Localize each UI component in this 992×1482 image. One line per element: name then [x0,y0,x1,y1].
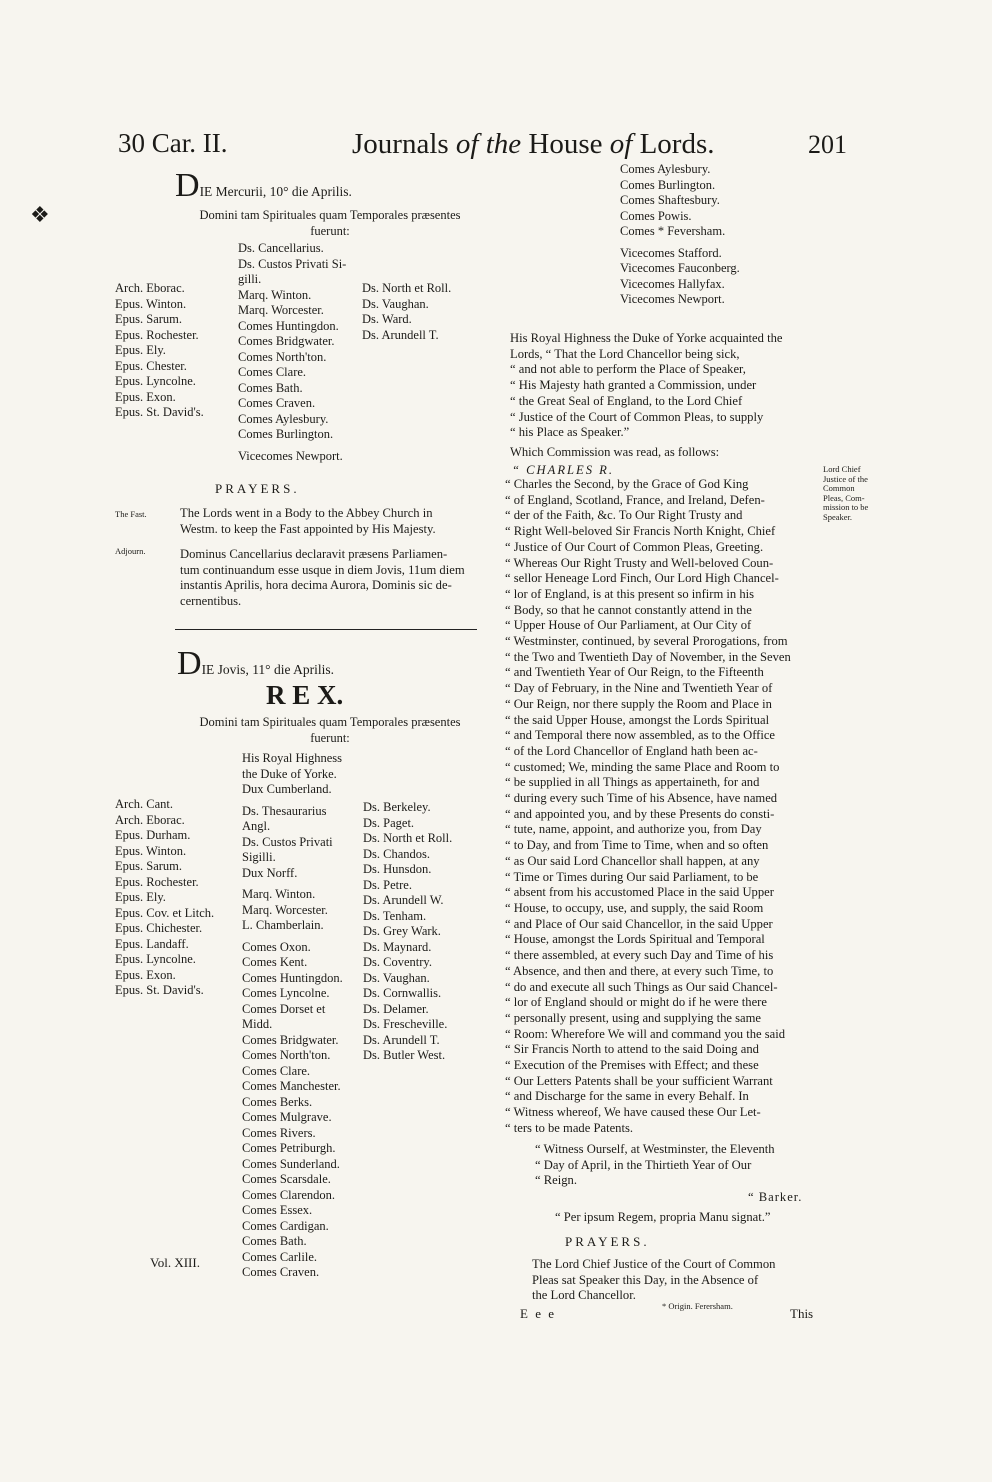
list-item: Ds. Arundell T. [363,1032,440,1047]
temporal-lords-list [242,751,343,1281]
list-item: Comes Shaftesbury. [620,193,720,207]
list-item: Epus. Sarum. [115,859,183,873]
list-item: “ Sir Francis North to attend to the said Doing and [505,1042,759,1057]
list-item: Vicecomes Hallyfax. [620,276,725,291]
list-item: Pleas sat Speaker this Day, in the Absence of [532,1272,759,1287]
list-item: “ be supplied in all Things as appertaineth, for and [505,775,760,790]
list-item: the Duke of Yorke. [242,766,337,781]
title-word: Lords. [639,128,715,160]
page-header [0,128,992,168]
list-item: Comes North'ton. [238,349,327,364]
list-item: Ds. Chandos. [363,846,431,861]
list-item: Comes Oxon. [242,939,311,954]
list-item: “ His Majesty hath granted a Commission, under [510,378,757,393]
list-item: His Royal Highness the Duke of Yorke acquainted the [510,331,783,345]
barons-list [362,281,451,343]
list-item: “ Whereas Our Right Trusty and Well-beloved Coun- [505,555,774,570]
list-item: “ the Two and Twentieth Day of November, in the Seven [505,649,791,664]
bishops-list [115,797,214,999]
list-item: Ds. Custos Privati Si- [238,256,347,271]
list-item: Epus. Lyncolne. [115,952,196,966]
text-line: Westm. to keep the Fast appointed by His Majesty. [180,521,436,536]
footnote: * Origin. Ferersham. [662,1301,733,1311]
list-item: Ds. Maynard. [363,939,432,954]
list-item: “ personally present, using and supplying the same [505,1010,762,1025]
list-item: Comes Rivers. [242,1125,316,1140]
list-item: cernentibus. [180,594,242,609]
running-title [352,128,715,161]
list-item: Dux Norff. [242,865,298,880]
list-item: Comes Dorset et [242,1001,326,1016]
list-item: “ of England, Scotland, France, and Ireland, Defen- [505,492,765,507]
list-item: “ Time or Times during Our said Parliament, to be [505,869,759,884]
list-item: Epus. Cov. et Litch. [115,905,215,920]
list-item: “ as Our said Lord Chancellor shall happen, at any [505,853,760,868]
which-commission-line: Which Commission was read, as follows: [510,445,720,459]
list-item: Midd. [242,1017,273,1031]
list-item: “ the said Upper House, amongst the Lords Spiritual [505,712,770,727]
list-item: Angl. [242,819,271,833]
list-item: Lords, “ That the Lord Chancellor being sick, [510,346,740,361]
witness-clause [535,1142,775,1189]
list-item: Common [823,483,855,493]
list-item: “ Day of April, in the Thirtieth Year of Our [535,1157,752,1172]
barons-list [363,800,452,1064]
list-item: Ds. Frescheville. [363,1017,448,1031]
prayers-heading: PRAYERS. [215,481,300,496]
list-item: Marq. Worcester. [242,902,328,917]
list-item: Vicecomes Newport. [620,292,725,306]
list-item: Epus. Winton. [115,843,187,858]
list-item: Comes Kent. [242,955,308,969]
list-item: “ Justice of Our Court of Common Pleas, Greeting. [505,539,764,554]
list-item: Comes Essex. [242,1203,313,1217]
list-item: Ds. Hunsdon. [363,862,432,876]
list-item: Lord Chief [823,464,861,474]
list-item: mission to be [823,502,869,512]
list-item: “ der of the Faith, &c. To Our Right Trusty and [505,508,743,523]
list-item: Comes Bath. [242,1234,307,1248]
list-item: “ and not able to perform the Place of Speaker, [510,362,746,377]
adjourn-paragraph [180,547,490,610]
present-line: Domini tam Spirituales quam Temporales præsentes [199,208,461,222]
present-line: Domini tam Spirituales quam Temporales præsentes [199,715,461,729]
list-item: Epus. Exon. [115,389,176,404]
list-item: Comes Craven. [238,396,316,410]
list-item: the Lord Chancellor. [532,1288,636,1303]
list-item: Ds. Petre. [363,877,412,892]
list-item: “ and Twentieth Year of Our Reign, to the Fifteenth [505,665,764,680]
list-item: “ Absence, and then and there, at every such Time, to [505,963,774,978]
list-item: Vicecomes Stafford. [620,245,722,260]
list-item: Arch. Eborac. [115,281,185,295]
lords-continued-list [620,162,740,308]
list-item: Comes * Feversham. [620,224,726,238]
list-item: Speaker. [823,511,853,522]
list-item: Comes Clarendon. [242,1187,336,1202]
list-item: “ there assembled, at every such Day and Time of his [505,948,774,963]
present-heading [175,208,485,239]
speaker-paragraph [532,1257,832,1304]
list-item: Ds. Vaughan. [363,970,430,985]
list-item: Epus. Rochester. [115,874,199,889]
list-item: Comes Bridgwater. [238,334,335,348]
list-item: tum continuandum esse usque in diem Jovis, 11um diem [180,562,465,577]
list-item: Comes Lyncolne. [242,986,330,1000]
day-heading-text: IE Mercurii, 10° die Aprilis. [199,184,352,199]
list-item: Comes Petriburgh. [242,1141,336,1155]
title-word: House [528,128,603,160]
list-item: Ds. Ward. [362,312,412,326]
list-item: “ Body, so that he cannot constantly attend in the [505,602,752,617]
list-item: Epus. Sarum. [115,312,183,326]
list-item: “ sellor Heneage Lord Finch, Our Lord High Chancel- [505,571,779,586]
list-item: Comes Cardigan. [242,1218,329,1233]
bishops-list [115,281,204,421]
list-item: Comes Burlington. [620,177,716,192]
list-item: Comes Carlile. [242,1249,317,1264]
list-item: Ds. Custos Privati [242,834,333,849]
list-item: Ds. Delamer. [363,1001,429,1016]
page-number: 201 [808,130,847,159]
list-item: “ and Place of Our said Chancellor, in the said Upper [505,916,773,931]
list-item: “ Justice of the Court of Common Pleas, to supply [510,409,764,424]
list-item: Comes Aylesbury. [620,162,711,176]
list-item: “ Execution of the Premises with Effect; and these [505,1058,759,1073]
list-item: “ Our Letters Patents shall be your sufficient Warrant [505,1073,773,1088]
drop-cap: D [177,645,202,682]
margin-note-commission [823,465,893,522]
list-item: Epus. Winton. [115,296,187,311]
list-item: Vicecomes Newport. [238,448,343,463]
list-item: “ customed; We, minding the same Place and Room to [505,759,780,774]
list-item: Epus. St. David's. [115,405,204,419]
list-item: “ House, amongst the Lords Spiritual and Temporal [505,932,765,947]
list-item: Sigilli. [242,850,276,864]
margin-note-fast: The Fast. [115,509,147,519]
list-item: Comes Bath. [238,380,303,395]
list-item: “ Day of February, in the Nine and Twentieth Year of [505,681,773,696]
list-item: “ of the Lord Chancellor of England hath been ac- [505,743,758,758]
text-line: The Lords went in a Body to the Abbey Church in [180,506,433,520]
list-item: Ds. Grey Wark. [363,924,441,938]
list-item: “ ters to be made Patents. [505,1120,633,1135]
present-line: fuerunt: [310,730,350,745]
list-item: “ to Day, and from Time to Time, when and so often [505,838,769,853]
list-item: “ the Great Seal of England, to the Lord Chief [510,393,743,408]
list-item: Ds. Cornwallis. [363,986,442,1000]
list-item: “ do and execute all such Things as Our said Chancel- [505,979,778,994]
list-item: “ lor of England should or might do if he were there [505,995,767,1010]
title-word: the [485,128,522,160]
list-item: Dux Cumberland. [242,782,332,796]
list-item: Epus. St. David's. [115,983,204,997]
list-item: Epus. Chester. [115,358,187,373]
list-item: instantis Aprilis, hora decima Aurora, Dominis sic de- [180,578,452,593]
margin-note-adjourn: Adjourn. [115,546,146,556]
list-item: “ House, to occupy, use, and supply, the said Room [505,900,764,915]
list-item: “ and Temporal there now assembled, as to the Office [505,728,776,743]
list-item: “ his Place as Speaker.” [510,425,630,440]
title-word: Journals [352,128,449,160]
list-item: Comes Huntingdon. [242,970,343,985]
charles-r: “ CHARLES R. [512,463,615,477]
list-item: Ds. Berkeley. [363,800,431,814]
list-item: Comes Mulgrave. [242,1110,332,1124]
list-item: Epus. Landaff. [115,936,189,951]
duke-announcement [510,331,810,441]
list-item: “ lor of England, is at this present so infirm in his [505,586,755,601]
list-item: Epus. Ely. [115,890,166,904]
list-item: Ds. Paget. [363,815,415,830]
present-heading [175,715,485,746]
per-ipsum-line: “ Per ipsum Regem, propria Manu signat.” [555,1210,771,1224]
barker-signature: “ Barker. [748,1190,803,1204]
list-item: Comes Burlington. [238,427,334,441]
day1-heading [175,167,352,204]
list-item: Ds. North et Roll. [362,281,452,295]
list-item: “ Witness Ourself, at Westminster, the Eleventh [535,1142,775,1156]
prayers-heading: PRAYERS. [565,1234,650,1249]
list-item: L. Chamberlain. [242,918,324,932]
list-item: Comes Clare. [242,1063,311,1078]
list-item: “ Room: Wherefore We will and command you the said [505,1026,786,1041]
list-item: “ Our Reign, nor there supply the Room and Place in [505,696,772,711]
temporal-lords-list [238,241,346,464]
list-item: Ds. Butler West. [363,1048,446,1062]
present-line: fuerunt: [310,223,350,238]
list-item: Comes Clare. [238,365,307,379]
list-item: Comes Huntingdon. [238,318,339,333]
list-item: “ and appointed you, and by these Presents do consti- [505,806,775,821]
list-item: Epus. Lyncolne. [115,374,196,388]
list-item: Vicecomes Fauconberg. [620,261,740,275]
drop-cap: D [175,167,200,204]
list-item: Marq. Winton. [242,887,316,901]
list-item: “ Right Well-beloved Sir Francis North Knight, Chief [505,524,776,539]
list-item: Marq. Worcester. [238,303,324,317]
list-item: “ Upper House of Our Parliament, at Our City of [505,618,752,633]
fast-paragraph [180,506,490,537]
list-item: “ and Discharge for the same in every Behalf. In [505,1089,749,1104]
catchword: This [790,1306,814,1321]
list-item: “ Charles the Second, by the Grace of God King [505,477,749,491]
list-item: Comes Scarsdale. [242,1172,331,1186]
list-item: “ absent from his accustomed Place in the said Upper [505,885,774,900]
list-item: Comes Sunderland. [242,1156,340,1171]
list-item: Comes Manchester. [242,1079,341,1093]
title-word: of [455,128,479,160]
rex-heading: R E X. [266,680,344,710]
list-item: Marq. Winton. [238,287,312,302]
list-item: Epus. Rochester. [115,327,199,342]
margin-mark-icon: ❖ [30,202,50,227]
regnal-year: 30 Car. II. [118,128,228,158]
list-item: Ds. Tenham. [363,908,427,923]
list-item: Comes Aylesbury. [238,411,329,426]
list-item: Arch. Cant. [115,797,173,811]
list-item: Ds. Arundell W. [363,893,444,907]
day-heading-text: IE Jovis, 11° die Aprilis. [201,662,334,677]
list-item: The Lord Chief Justice of the Court of Common [532,1257,776,1271]
list-item: Comes Berks. [242,1094,313,1109]
list-item: “ during every such Time of his Absence, have named [505,791,778,806]
list-item: Ds. North et Roll. [363,831,453,845]
list-item: “ Reign. [535,1173,577,1188]
title-word: of [609,128,633,160]
day2-heading [177,645,334,682]
list-item: Dominus Cancellarius declaravit præsens Parliamen- [180,547,448,561]
list-item: “ Witness whereof, We have caused these Our Let- [505,1105,761,1120]
volume-signature: Vol. XIII. [150,1255,200,1270]
list-item: Ds. Cancellarius. [238,241,324,255]
list-item: gilli. [238,272,262,286]
list-item: Epus. Exon. [115,967,176,982]
list-item: His Royal Highness [242,751,342,765]
list-item: Ds. Thesaurarius [242,803,327,818]
list-item: Epus. Chichester. [115,921,203,935]
list-item: Ds. Vaughan. [362,296,429,311]
list-item: Ds. Coventry. [363,955,432,969]
list-item: Arch. Eborac. [115,812,185,827]
list-item: Ds. Arundell T. [362,327,439,342]
list-item: Epus. Durham. [115,828,191,842]
list-item: Comes Powis. [620,208,692,223]
list-item: Comes North'ton. [242,1048,331,1062]
list-item: Pleas, Com- [823,492,865,503]
gathering-signature: E e e [520,1306,556,1321]
section-divider [175,629,477,630]
list-item: Epus. Ely. [115,343,166,357]
commission-text [505,477,820,1137]
list-item: “ Westminster, continued, by several Prorogations, from [505,634,788,649]
list-item: Comes Bridgwater. [242,1032,339,1047]
list-item: “ tute, name, appoint, and authorize you, from Day [505,822,762,837]
list-item: Comes Craven. [242,1265,320,1279]
list-item: Justice of the [823,473,868,484]
